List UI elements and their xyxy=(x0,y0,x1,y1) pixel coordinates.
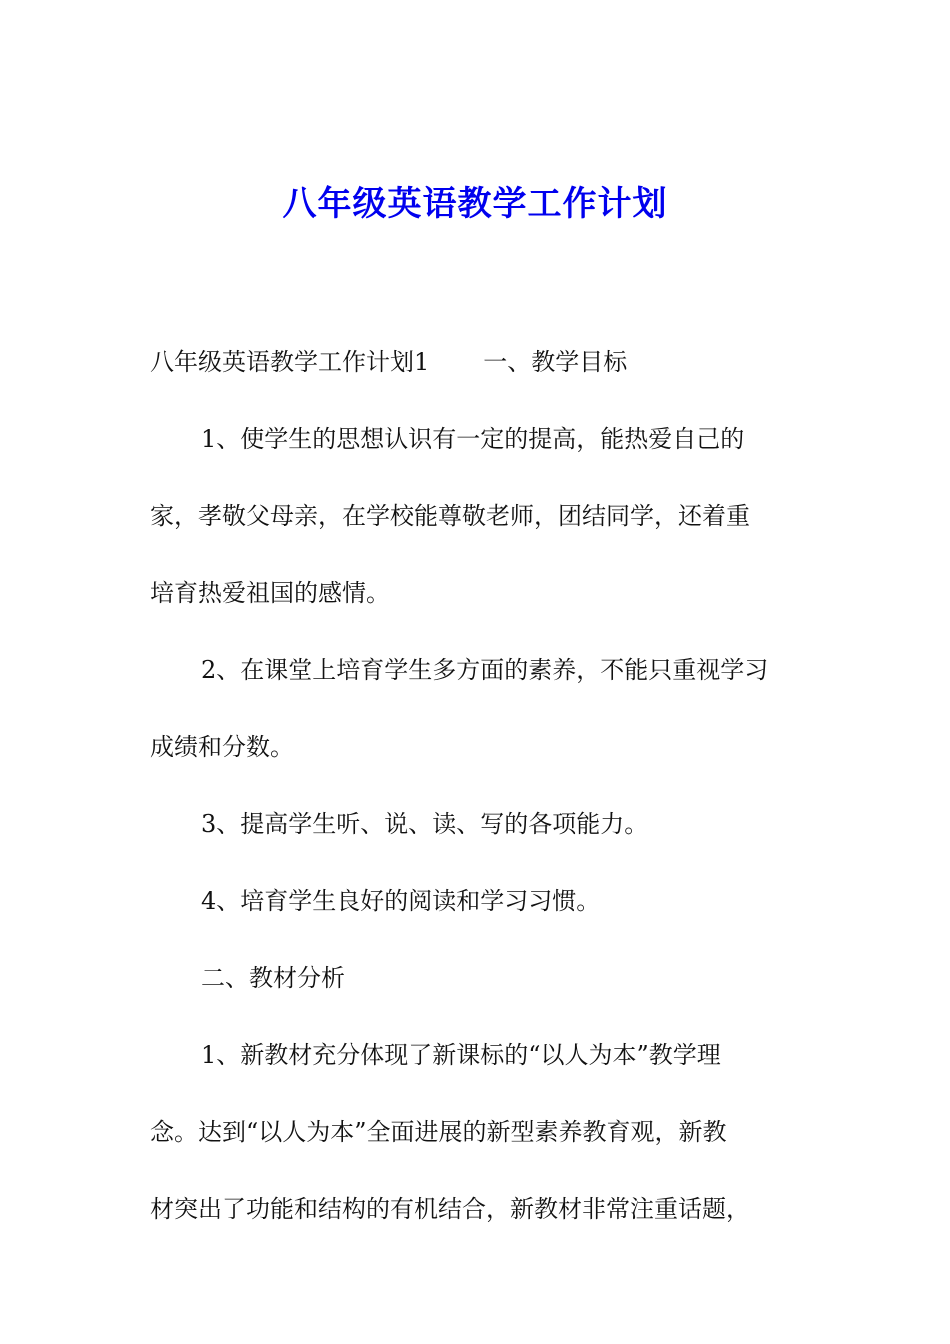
paragraph-line: 1、新教材充分体现了新课标的“以人为本”教学理 xyxy=(201,1041,721,1069)
paragraph-line: 1、使学生的思想认识有一定的提高，能热爱自己的 xyxy=(201,425,745,453)
paragraph-line xyxy=(150,324,810,401)
section-heading-goals: 一、教学目标 xyxy=(483,348,628,376)
paragraph-line: 2、在课堂上培育学生多方面的素养，不能只重视学习 xyxy=(201,656,769,684)
paragraph-line: 3、提高学生听、说、读、写的各项能力。 xyxy=(201,810,649,838)
paragraph-line: 培育热爱祖国的感情。 xyxy=(150,579,390,607)
paragraph-line: 材突出了功能和结构的有机结合，新教材非常注重话题， xyxy=(150,1195,750,1223)
paragraph-line: 4、培育学生良好的阅读和学习习惯。 xyxy=(201,887,601,915)
plan-heading: 八年级英语教学工作计划1 xyxy=(150,348,430,376)
paragraph-line: 成绩和分数。 xyxy=(150,733,294,761)
document-body xyxy=(150,324,810,1248)
paragraph-line: 念。达到“以人为本”全面进展的新型素养教育观，新教 xyxy=(150,1118,727,1146)
paragraph-line: 家，孝敬父母亲，在学校能尊敬老师，团结同学，还着重 xyxy=(150,502,750,530)
document-title: 八年级英语教学工作计划 xyxy=(282,184,668,224)
section-heading-materials: 二、教材分析 xyxy=(201,964,345,992)
